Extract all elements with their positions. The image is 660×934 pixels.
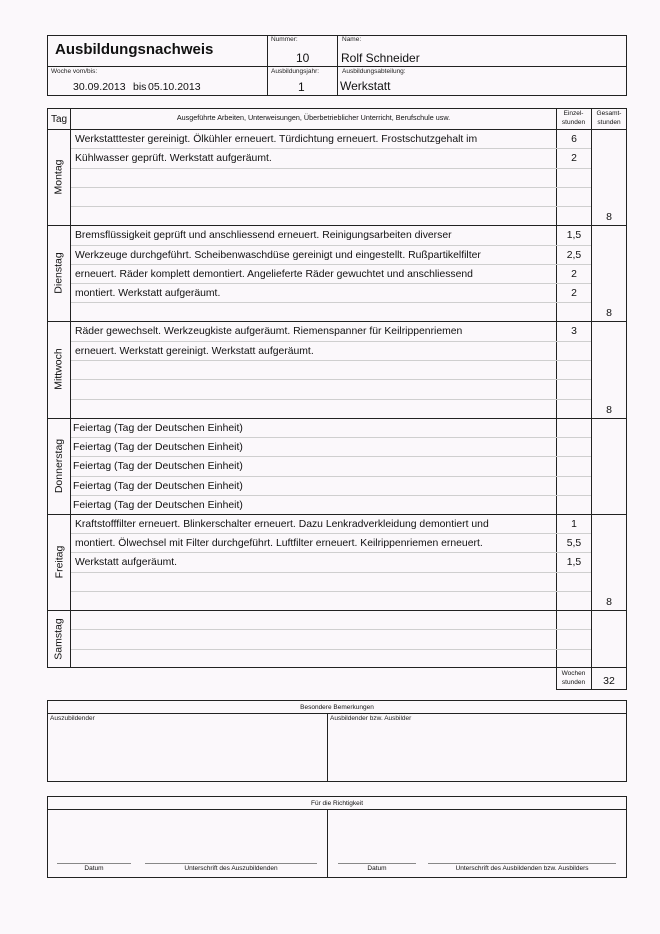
- day-divider: [47, 321, 627, 322]
- day-divider: [47, 418, 627, 419]
- day-divider: [47, 225, 627, 226]
- col-einzel-header-1: Einzel-: [563, 110, 584, 117]
- day-label: [48, 418, 70, 514]
- week-total-label-2: stunden: [561, 679, 586, 686]
- day-label: [48, 610, 70, 668]
- day-total[interactable]: 8: [606, 307, 612, 319]
- row-rule: [71, 456, 591, 457]
- remarks-title: Besondere Bemerkungen: [300, 704, 374, 711]
- row-rule: [71, 379, 591, 380]
- activity-line[interactable]: Werkzeuge durchgeführt. Scheibenwaschdüse gereinigt und eingestellt. Rußpartikelfilter: [75, 250, 481, 261]
- table-header-divider: [47, 129, 627, 130]
- date-bis: bis: [133, 81, 147, 93]
- row-rule: [71, 187, 591, 188]
- row-rule: [71, 572, 591, 573]
- name-value[interactable]: Rolf Schneider: [341, 51, 420, 65]
- einzel-hours[interactable]: 1,5: [566, 230, 582, 241]
- nummer-value[interactable]: 10: [296, 51, 310, 65]
- remarks-divider: [47, 713, 627, 714]
- activity-line[interactable]: erneuert. Werkstatt gereinigt. Werkstatt aufgeräumt.: [75, 346, 314, 357]
- activity-line[interactable]: Feiertag (Tag der Deutschen Einheit): [73, 500, 243, 511]
- date-from[interactable]: 30.09.2013: [73, 81, 126, 93]
- day-label: [48, 225, 70, 321]
- woche-label: Woche vom/bis:: [51, 68, 98, 75]
- datum-right-line[interactable]: [338, 863, 416, 864]
- einzel-hours[interactable]: 1: [571, 519, 577, 530]
- activity-line[interactable]: Werkstatttester gereinigt. Ölkühler erneuert. Türdichtung erneuert. Frostschutzgehalt im: [75, 134, 478, 145]
- day-label-text: Donnerstag: [53, 438, 66, 494]
- activity-line[interactable]: Kühlwasser geprüft. Werkstatt aufgeräumt.: [75, 153, 272, 164]
- signature-title: Für die Richtigkeit: [310, 800, 364, 807]
- date-to[interactable]: 05.10.2013: [148, 81, 201, 93]
- row-rule: [71, 649, 591, 650]
- row-rule: [71, 206, 591, 207]
- abteilung-label: Ausbildungsabteilung:: [342, 68, 406, 75]
- sig-right-line[interactable]: [428, 863, 616, 864]
- nummer-label: Nummer:: [271, 36, 298, 43]
- einzel-col-divider: [556, 108, 557, 668]
- signature-divider: [47, 809, 627, 810]
- einzel-hours[interactable]: 1,5: [566, 557, 582, 568]
- day-total[interactable]: 8: [606, 404, 612, 416]
- week-total-value[interactable]: 32: [603, 675, 615, 687]
- einzel-hours[interactable]: 2,5: [566, 250, 582, 261]
- day-divider: [47, 514, 627, 515]
- remarks-left-area[interactable]: [48, 724, 326, 781]
- row-rule: [71, 360, 591, 361]
- row-rule: [71, 283, 591, 284]
- sig-right-caption: Unterschrift des Ausbildenden bzw. Ausbilders: [455, 865, 589, 872]
- activity-line[interactable]: erneuert. Räder komplett demontiert. Angelieferte Räder gewuchtet und anschliessend: [75, 269, 473, 280]
- day-label-text: Freitag: [53, 545, 65, 579]
- week-total-label-1: Wochen: [561, 670, 586, 677]
- row-rule: [71, 399, 591, 400]
- row-rule: [71, 341, 591, 342]
- day-label-text: Samstag: [53, 618, 65, 660]
- row-rule: [71, 168, 591, 169]
- jahr-label: Ausbildungsjahr:: [271, 68, 320, 75]
- activity-line[interactable]: Werkstatt aufgeräumt.: [75, 557, 178, 568]
- abteilung-value[interactable]: Werkstatt: [340, 79, 391, 93]
- day-label-text: Mittwoch: [53, 348, 65, 390]
- day-total[interactable]: 8: [606, 596, 612, 608]
- activity-line[interactable]: Bremsflüssigkeit geprüft und anschliessend erneuert. Reinigungsarbeiten diverser: [75, 230, 452, 241]
- col-gesamt-header-1: Gesamt-: [596, 110, 622, 117]
- activity-line[interactable]: Feiertag (Tag der Deutschen Einheit): [73, 442, 243, 453]
- col-einzel-header-2: stunden: [561, 119, 586, 126]
- sig-left-line[interactable]: [145, 863, 317, 864]
- day-label: [48, 514, 70, 610]
- activity-line[interactable]: Räder gewechselt. Werkzeugkiste aufgeräumt. Riemenspanner für Keilrippenriemen: [75, 326, 463, 337]
- header-col-2: [337, 35, 338, 96]
- activity-line[interactable]: Kraftstofffilter erneuert. Blinkerschalter erneuert. Dazu Lenkradverkleidung demontiert und: [75, 519, 489, 530]
- einzel-hours[interactable]: 2: [571, 288, 577, 299]
- day-label: [48, 321, 70, 417]
- activity-line[interactable]: Feiertag (Tag der Deutschen Einheit): [73, 461, 243, 472]
- einzel-hours[interactable]: 2: [571, 153, 577, 164]
- header-col-1: [267, 35, 268, 96]
- row-rule: [71, 245, 591, 246]
- row-rule: [71, 495, 591, 496]
- datum-left-line[interactable]: [57, 863, 131, 864]
- day-label: [48, 129, 70, 225]
- day-label-text: Montag: [53, 159, 65, 195]
- day-divider: [47, 610, 627, 611]
- signature-col-divider: [327, 809, 328, 878]
- row-rule: [71, 302, 591, 303]
- row-rule: [71, 148, 591, 149]
- tag-col-divider: [70, 108, 71, 668]
- activity-line[interactable]: montiert. Werkstatt aufgeräumt.: [75, 288, 221, 299]
- einzel-hours[interactable]: 2: [571, 269, 577, 280]
- sig-left-caption: Unterschrift des Auszubildenden: [184, 865, 278, 872]
- datum-left-caption: Datum: [84, 865, 104, 872]
- activity-line[interactable]: Feiertag (Tag der Deutschen Einheit): [73, 481, 243, 492]
- row-rule: [71, 476, 591, 477]
- datum-right-caption: Datum: [367, 865, 387, 872]
- row-rule: [71, 629, 591, 630]
- col-activity-header: Ausgeführte Arbeiten, Unterweisungen, Überbetrieblicher Unterricht, Berufschule usw.: [176, 113, 451, 122]
- gesamt-col-divider: [591, 108, 592, 668]
- row-rule: [71, 552, 591, 553]
- remarks-right-label: Ausbildender bzw. Ausbilder: [330, 715, 412, 722]
- row-rule: [71, 533, 591, 534]
- remarks-left-label: Auszubildender: [50, 715, 95, 722]
- remarks-right-area[interactable]: [328, 724, 626, 781]
- day-total[interactable]: 8: [606, 211, 612, 223]
- activity-line[interactable]: Feiertag (Tag der Deutschen Einheit): [73, 423, 243, 434]
- day-label-text: Dienstag: [53, 252, 66, 294]
- col-tag-header: Tag: [50, 114, 68, 125]
- page-title: Ausbildungsnachweis: [55, 41, 214, 58]
- row-rule: [71, 437, 591, 438]
- jahr-value[interactable]: 1: [298, 80, 305, 94]
- einzel-hours[interactable]: 3: [571, 326, 577, 337]
- einzel-hours[interactable]: 6: [571, 134, 577, 145]
- col-gesamt-header-2: stunden: [597, 119, 621, 126]
- row-rule: [71, 591, 591, 592]
- table-outline: [47, 108, 627, 668]
- row-rule: [71, 264, 591, 265]
- activity-line[interactable]: montiert. Ölwechsel mit Filter durchgeführt. Luftfilter erneuert. Keilrippenriemen erneuert.: [75, 538, 483, 549]
- einzel-hours[interactable]: 5,5: [566, 538, 582, 549]
- name-label: Name:: [342, 36, 362, 43]
